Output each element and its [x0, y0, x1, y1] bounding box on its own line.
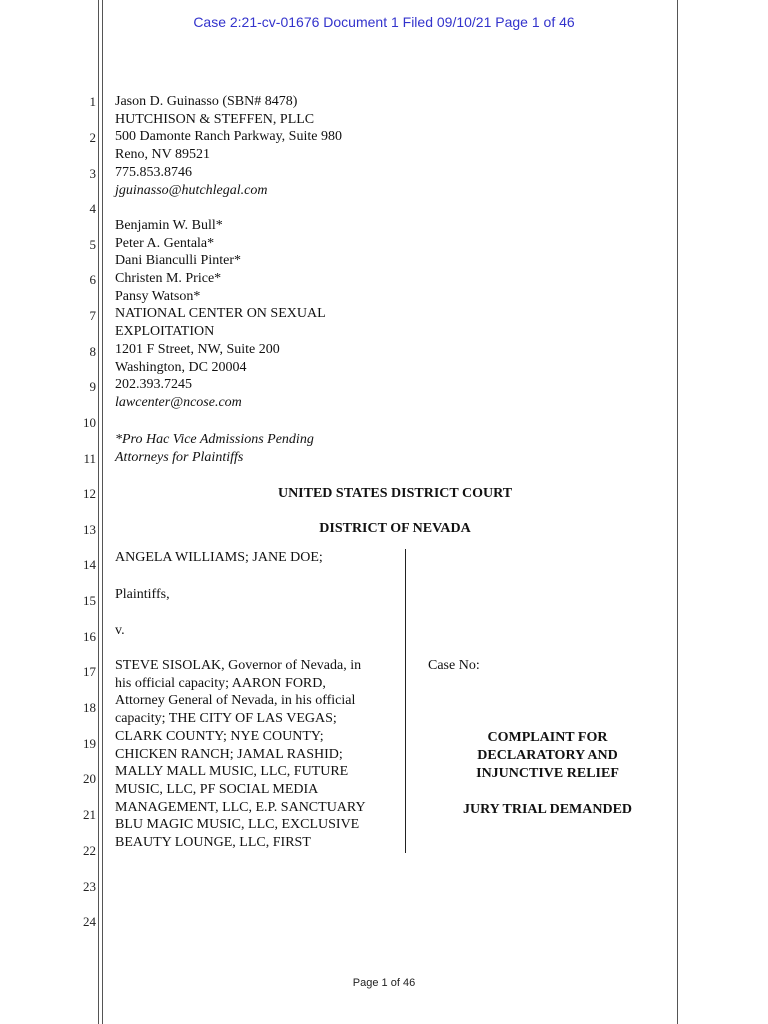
- defendant-line: his official capacity; AARON FORD,: [115, 675, 326, 691]
- line-number: 16: [83, 629, 96, 644]
- counsel-line: Christen M. Price*: [115, 271, 222, 286]
- line-number: 21: [83, 807, 96, 822]
- jury-trial-demanded: JURY TRIAL DEMANDED: [462, 802, 633, 817]
- line-number: 23: [83, 879, 96, 894]
- left-margin-line-outer: [98, 0, 99, 1024]
- line-number: 4: [89, 201, 96, 216]
- left-margin-line-inner: [102, 0, 103, 1024]
- counsel-line: 500 Damonte Ranch Parkway, Suite 980: [115, 129, 342, 145]
- line-number: 18: [83, 700, 96, 715]
- counsel-email[interactable]: lawcenter@ncose.com: [115, 394, 242, 410]
- attorneys-for-plaintiffs: Attorneys for Plaintiffs: [115, 449, 244, 465]
- complaint-title-line: INJUNCTIVE RELIEF: [476, 766, 619, 781]
- counsel-line: 202.393.7245: [115, 377, 192, 393]
- plaintiffs-label: Plaintiffs,: [115, 587, 170, 602]
- defendant-line: MANAGEMENT, LLC, E.P. SANCTUARY: [115, 799, 366, 815]
- line-number: 3: [89, 166, 96, 181]
- counsel-line: Pansy Watson*: [115, 288, 201, 304]
- line-number: 15: [83, 593, 96, 608]
- counsel-line: Dani Bianculli Pinter*: [115, 253, 241, 269]
- line-number: 9: [89, 379, 96, 394]
- district-name: DISTRICT OF NEVADA: [319, 521, 471, 536]
- counsel-line: Jason D. Guinasso (SBN# 8478): [115, 94, 298, 109]
- counsel-email[interactable]: jguinasso@hutchlegal.com: [115, 182, 268, 198]
- defendant-line: CHICKEN RANCH; JAMAL RASHID;: [115, 746, 343, 762]
- defendant-line: STEVE SISOLAK, Governor of Nevada, in: [115, 658, 362, 673]
- line-number: 24: [83, 914, 96, 929]
- counsel-line: 775.853.8746: [115, 164, 192, 180]
- line-number: 6: [89, 272, 96, 287]
- line-number: 8: [89, 344, 96, 359]
- defendant-line: BEAUTY LOUNGE, LLC, FIRST: [115, 835, 311, 850]
- line-number: 19: [83, 736, 96, 751]
- pro-hac-vice-note: *Pro Hac Vice Admissions Pending: [115, 432, 314, 447]
- defendant-line: BLU MAGIC MUSIC, LLC, EXCLUSIVE: [115, 817, 360, 833]
- plaintiffs-names: ANGELA WILLIAMS; JANE DOE;: [115, 550, 323, 565]
- line-number: 14: [83, 557, 96, 572]
- counsel-line: Washington, DC 20004: [115, 359, 247, 375]
- line-number: 20: [83, 771, 96, 786]
- right-margin-line: [677, 0, 678, 1024]
- case-number-label: Case No:: [428, 658, 480, 673]
- counsel-line: Peter A. Gentala*: [115, 235, 215, 251]
- complaint-title-line: DECLARATORY AND: [477, 748, 618, 763]
- line-number: 5: [89, 237, 96, 252]
- line-number: 10: [83, 415, 96, 430]
- line-number: 1: [89, 94, 96, 109]
- line-number: 2: [89, 130, 96, 145]
- line-number: 11: [83, 451, 96, 466]
- defendant-line: Attorney General of Nevada, in his official: [115, 693, 356, 709]
- court-name: UNITED STATES DISTRICT COURT: [277, 486, 513, 501]
- defendant-line: capacity; THE CITY OF LAS VEGAS;: [115, 711, 337, 727]
- counsel-line: NATIONAL CENTER ON SEXUAL: [115, 306, 326, 322]
- counsel-line: Benjamin W. Bull*: [115, 217, 223, 233]
- complaint-title-line: COMPLAINT FOR: [487, 730, 608, 745]
- defendant-line: MALLY MALL MUSIC, LLC, FUTURE: [115, 764, 349, 780]
- counsel-line: EXPLOITATION: [115, 324, 215, 340]
- defendant-line: MUSIC, LLC, PF SOCIAL MEDIA: [115, 781, 319, 797]
- line-number: 13: [83, 522, 96, 537]
- caption-divider: [405, 549, 406, 853]
- line-number: 12: [83, 486, 96, 501]
- line-number: 22: [83, 843, 96, 858]
- page-footer: Page 1 of 46: [352, 977, 416, 989]
- counsel-line: 1201 F Street, NW, Suite 200: [115, 341, 280, 357]
- line-number: 17: [83, 664, 96, 679]
- ecf-header-stamp: Case 2:21-cv-01676 Document 1 Filed 09/10/21 Page 1 of 46: [193, 14, 575, 30]
- counsel-line: Reno, NV 89521: [115, 147, 211, 163]
- versus: v.: [115, 623, 125, 638]
- counsel-line: HUTCHISON & STEFFEN, PLLC: [115, 111, 315, 127]
- line-number: 7: [89, 308, 96, 323]
- defendant-line: CLARK COUNTY; NYE COUNTY;: [115, 728, 324, 744]
